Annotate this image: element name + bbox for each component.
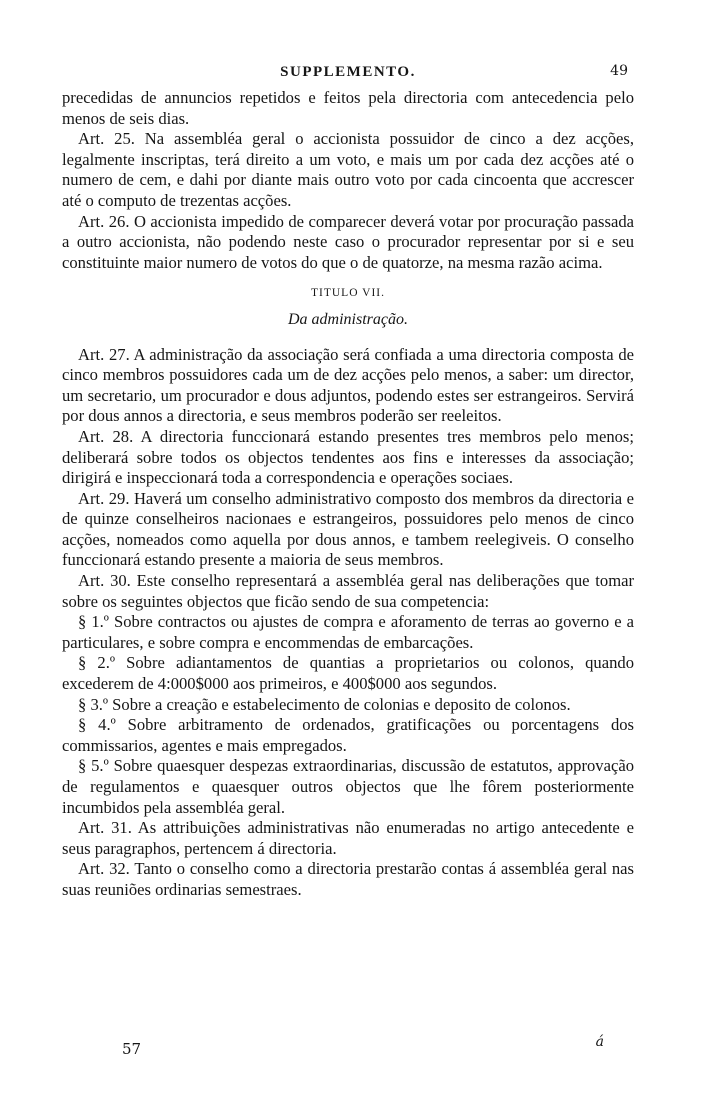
paragraph-s2: § 2.º Sobre adiantamentos de quantias a proprietarios ou colonos, quando excederem de 4:000$000 aos primeiros, e 400$000 aos segundos. bbox=[62, 653, 634, 694]
signature-mark: 57 bbox=[122, 1040, 142, 1058]
page-number: 49 bbox=[610, 63, 628, 79]
page-footer bbox=[62, 1034, 634, 1064]
article-31: Art. 31. As attribuições administrativas não enumeradas no artigo antecedente e seus paragraphos, pertencem á directoria. bbox=[62, 818, 634, 858]
section-subtitle: Da administração. bbox=[288, 310, 408, 328]
paragraph-s3: § 3.º Sobre a creação e estabelecimento de colonias e deposito de colonos. bbox=[78, 694, 571, 714]
article-28: Art. 28. A directoria funccionará estando presentes tres membros pelo menos; deliberará sobre todos os objectos tendentes aos fins e interesses da associação; dirigirá e inspeccionará toda a correspondencia e operações sociaes. bbox=[62, 426, 634, 488]
body-text bbox=[62, 88, 634, 901]
paragraph-s4: § 4.º Sobre arbitramento de ordenados, gratificações ou porcentagens dos commissarios, agentes e mais empregados. bbox=[62, 715, 634, 755]
running-title: SUPPLEMENTO. bbox=[280, 64, 416, 80]
section-heading: TITULO VII. bbox=[310, 287, 386, 300]
paragraph-s1: § 1.º Sobre contractos ou ajustes de compra e aforamento de terras ao governo e a particulares, e sobre compra e encommendas de embarcações. bbox=[62, 612, 634, 652]
paragraph-continuation: precedidas de annuncios repetidos e feitos pela directoria com antecedencia pelo menos de seis dias. bbox=[62, 88, 634, 128]
article-25: Art. 25. Na assembléa geral o accionista possuidor de cinco a dez acções, legalmente inscriptas, terá direito a um voto, e mais um por cada dez acções até o numero de cem, e dahi por diante mais outro voto por cada cincoenta que accrescer até o computo de trezentas acções. bbox=[62, 129, 634, 210]
paragraph-s5: § 5.º Sobre quaesquer despezas extraordinarias, discussão de estatutos, approvação de regulamentos e quaesquer outros objectos que lhe fôrem posteriormente incumbidos pela assembléa geral. bbox=[62, 756, 634, 817]
page-header bbox=[62, 60, 634, 84]
article-30: Art. 30. Este conselho representará a assembléa geral nas deliberações que tomar sobre os seguintes objectos que ficão sendo de sua competencia: bbox=[62, 571, 634, 611]
article-29: Art. 29. Haverá um conselho administrativo composto dos membros da directoria e de quinze conselheiros nacionaes e estrangeiros, possuidores pelo menos de cinco acções, nomeados como aquella por dous annos, e tambem reelegiveis. O conselho funccionará estando presente a maioria de seus membros. bbox=[62, 488, 634, 570]
catchword: á bbox=[595, 1034, 604, 1050]
article-26: Art. 26. O accionista impedido de comparecer deverá votar por procuração passada a outro accionista, não podendo neste caso o procurador representar por si e seu constituinte maior numero de votos do que o de quatorze, na mesma razão acima. bbox=[62, 211, 634, 272]
article-32: Art. 32. Tanto o conselho como a directoria prestarão contas á assembléa geral nas suas reuniões ordinarias semestraes. bbox=[62, 859, 634, 899]
article-27: Art. 27. A administração da associação será confiada a uma directoria composta de cinco membros possuidores cada um de dez acções pelo menos, a saber: um director, um secretario, um procurador e dous adjuntos, podendo estes ser estrangeiros. Servirá por dous annos a directoria, e seus membros poderão ser reeleitos. bbox=[62, 344, 634, 426]
